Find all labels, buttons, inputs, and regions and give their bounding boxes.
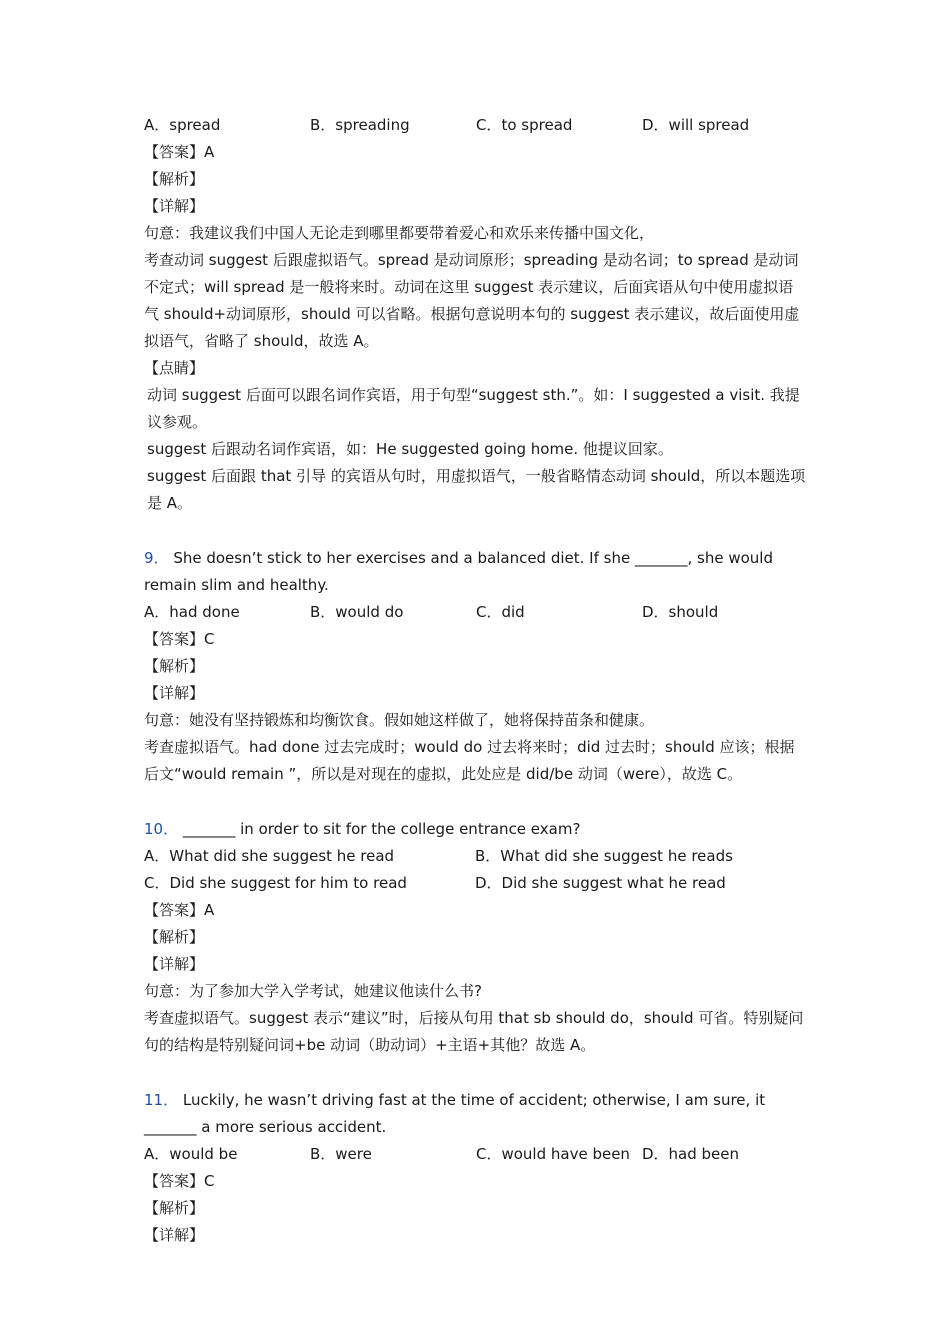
q11-stem-text: Luckily, he wasn’t driving fast at the time of accident; otherwise, I am sure, it _______ a more serious accident. <box>144 1091 766 1136</box>
q10-answer: 【答案】A <box>144 901 215 919</box>
q9-answer: 【答案】C <box>144 630 215 648</box>
q11-option-d: D．had been <box>642 1145 740 1163</box>
q9-option-a: A．had done <box>144 603 240 621</box>
q9-option-c: C．did <box>476 603 525 621</box>
q11-options <box>144 1141 808 1168</box>
q10-detail-label: 【详解】 <box>144 955 205 973</box>
q8-analysis-label: 【解析】 <box>144 170 205 188</box>
q8-point-3: suggest 后面跟 that 引导 的宾语从句时，用虚拟语气，一般省略情态动词 should，所以本题选项是 A。 <box>147 467 806 512</box>
q11-stem <box>144 1087 808 1141</box>
q10-stem <box>144 816 808 843</box>
q9-stem-text: She doesn’t stick to her exercises and a balanced diet. If she _______, she would remain slim and healthy. <box>144 549 773 594</box>
q8-point-1: 动词 suggest 后面可以跟名词作宾语，用于句型“suggest sth.”。如：I suggested a visit. 我提议参观。 <box>147 386 800 431</box>
q10-options-row-2 <box>144 870 808 897</box>
q9-detail-label: 【详解】 <box>144 684 205 702</box>
q11-number: 11． <box>144 1091 179 1109</box>
q8-option-a: A．spread <box>144 116 221 134</box>
q10-option-a: A．What did she suggest he read <box>144 847 395 865</box>
q9-options <box>144 599 808 626</box>
q10-option-c: C．Did she suggest for him to read <box>144 874 407 892</box>
q8-answer: 【答案】A <box>144 143 215 161</box>
q8-detail-label: 【详解】 <box>144 197 205 215</box>
q8-options <box>144 112 808 139</box>
q9-number: 9． <box>144 549 169 567</box>
q9-stem <box>144 545 808 599</box>
q10-explanation: 考查虚拟语气。suggest 表示“建议”时，后接从句用 that sb should do，should 可省。特别疑问句的结构是特别疑问词+be 动词（助动词）+主语+其他？故选 A。 <box>144 1009 804 1054</box>
q9-explanation: 考查虚拟语气。had done 过去完成时；would do 过去将来时；did 过去时；should 应该；根据后文“would remain ”，所以是对现在的虚拟，此处应是 did/be 动词（were），故选 C。 <box>144 738 795 783</box>
q11-option-b: B．were <box>310 1145 372 1163</box>
q11-answer: 【答案】C <box>144 1172 215 1190</box>
q9-analysis-label: 【解析】 <box>144 657 205 675</box>
q8-option-c: C．to spread <box>476 116 573 134</box>
q11-option-a: A．would be <box>144 1145 238 1163</box>
q9-meaning: 句意：她没有坚持锻炼和均衡饮食。假如她这样做了，她将保持苗条和健康。 <box>144 711 655 729</box>
q10-option-b: B．What did she suggest he reads <box>475 847 733 865</box>
q11-option-c: C．would have been <box>476 1145 630 1163</box>
q8-explanation: 考查动词 suggest 后跟虚拟语气。spread 是动词原形；spreading 是动名词；to spread 是动词不定式；will spread 是一般将来时。动词在这里 suggest 表示建议，后面宾语从句中使用虚拟语气 should+动词原形，should 可以省略。根据句意说明本句的 suggest 表示建议，故后面使用虚拟语气，省略了 should，故选 A。 <box>144 251 800 350</box>
q8-option-d: D．will spread <box>642 116 750 134</box>
q8-point-label: 【点睛】 <box>144 359 205 377</box>
q9-option-b: B．would do <box>310 603 404 621</box>
q10-option-d: D．Did she suggest what he read <box>475 874 726 892</box>
q10-stem-text: _______ in order to sit for the college entrance exam? <box>178 820 581 838</box>
q9-option-d: D．should <box>642 603 719 621</box>
q10-options-row-1 <box>144 843 808 870</box>
q10-number: 10． <box>144 820 179 838</box>
q11-detail-label: 【详解】 <box>144 1226 205 1244</box>
q11-analysis-label: 【解析】 <box>144 1199 205 1217</box>
q8-point-2: suggest 后跟动名词作宾语，如：He suggested going home. 他提议回家。 <box>147 440 673 458</box>
q8-meaning: 句意：我建议我们中国人无论走到哪里都要带着爱心和欢乐来传播中国文化， <box>144 224 655 242</box>
q8-option-b: B．spreading <box>310 116 410 134</box>
q10-meaning: 句意：为了参加大学入学考试，她建议他读什么书? <box>144 982 482 1000</box>
document-body <box>144 112 808 1249</box>
q10-analysis-label: 【解析】 <box>144 928 205 946</box>
